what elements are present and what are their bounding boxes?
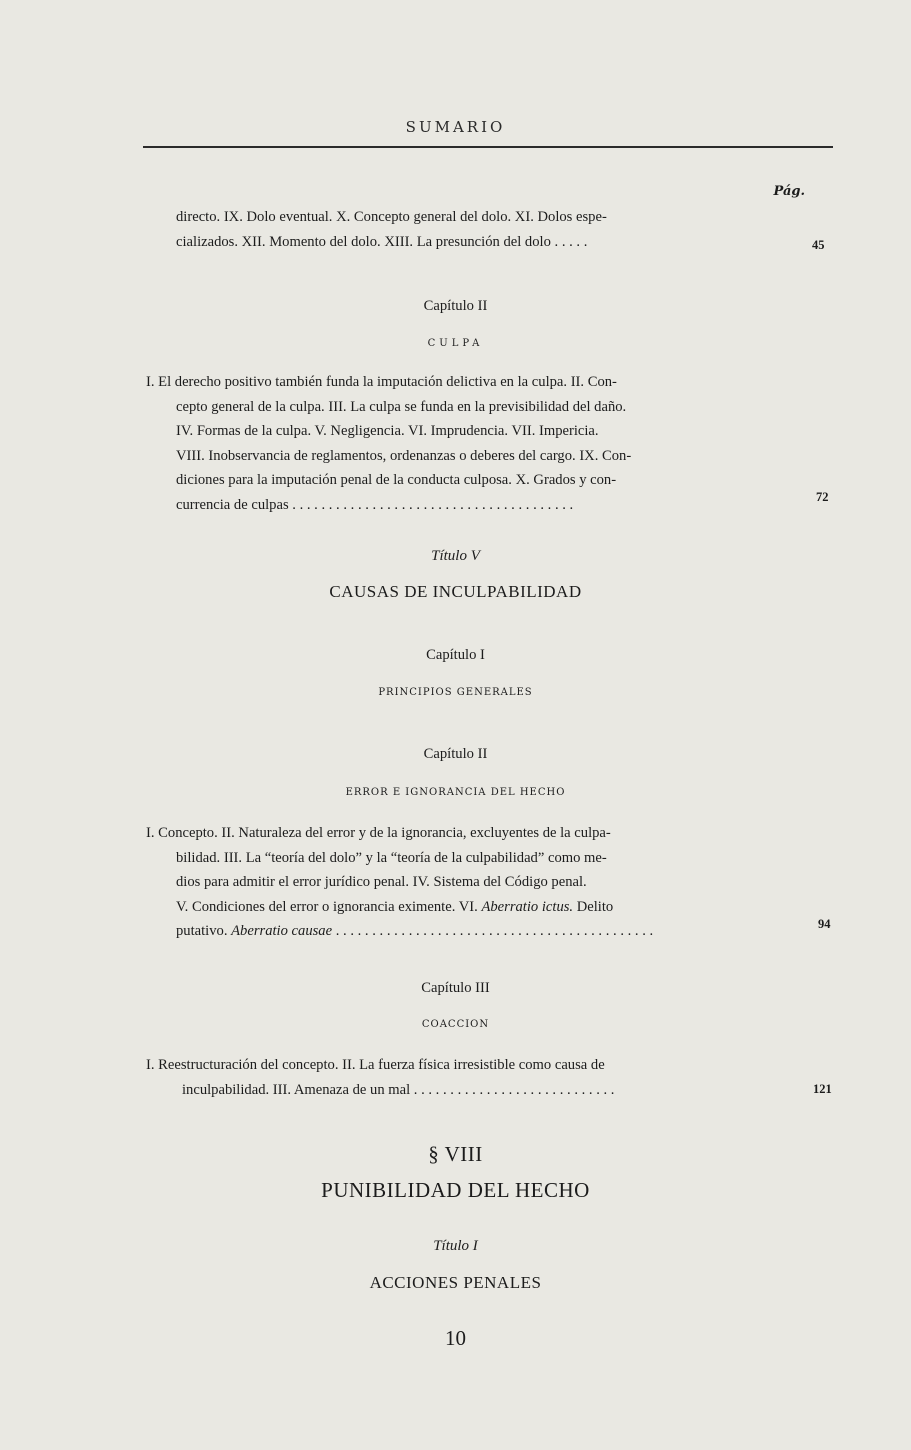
toc-text: putativo. — [176, 923, 228, 939]
toc-line: I. Concepto. II. Naturaleza del error y de la ignorancia, excluyentes de la culpa- — [146, 825, 611, 841]
toc-line: inculpabilidad. III. Amenaza de un mal . . . . . . . . . . . . . . . . . . . . . . . . . . . . — [182, 1081, 615, 1098]
section-title: PUNIBILIDAD DEL HECHO — [321, 1178, 590, 1202]
chapter-heading: Capítulo II — [423, 746, 488, 762]
chapter-heading: Capítulo I — [426, 647, 485, 663]
toc-line: bilidad. III. La “teoría del dolo” y la “teoría de la culpabilidad” como me- — [176, 849, 607, 866]
toc-line: IV. Formas de la culpa. V. Negligencia. VI. Imprudencia. VII. Impericia. — [176, 423, 599, 439]
toc-page-number: 121 — [813, 1082, 832, 1096]
titulo-label: Título V — [431, 548, 480, 564]
header-rule — [143, 146, 833, 148]
section-symbol: § VIII — [428, 1142, 483, 1166]
toc-italic-term: Aberratio ictus. — [481, 898, 574, 915]
toc-page-number: 94 — [818, 917, 831, 931]
page-number: 10 — [445, 1326, 466, 1350]
toc-line: I. Reestructuración del concepto. II. La fuerza física irresistible como causa de — [146, 1057, 605, 1073]
toc-line: diciones para la imputación penal de la conducta culposa. X. Grados y con- — [176, 472, 617, 488]
toc-text: V. Condiciones del error o ignorancia eximente. VI. — [176, 898, 478, 915]
toc-line: currencia de culpas . . . . . . . . . . . . . . . . . . . . . . . . . . . . . . . . . . . . . . . — [176, 496, 574, 513]
running-header: SUMARIO — [405, 118, 506, 136]
toc-entry-culpa — [146, 370, 791, 517]
toc-page-number: 72 — [816, 490, 829, 504]
chapter-heading: Capítulo III — [421, 980, 490, 996]
titulo-name: ACCIONES PENALES — [369, 1273, 542, 1292]
toc-entry-continuation — [176, 205, 786, 254]
chapter-heading: Capítulo II — [423, 298, 488, 314]
toc-page-number: 45 — [812, 238, 825, 252]
titulo-label: Título I — [433, 1238, 478, 1254]
toc-italic-term: Aberratio causae — [231, 923, 333, 939]
chapter-subtitle: PRINCIPIOS GENERALES — [378, 687, 533, 698]
titulo-name: CAUSAS DE INCULPABILIDAD — [329, 582, 582, 601]
toc-text: Delito — [576, 898, 614, 915]
toc-leader: . . . . . . . . . . . . . . . . . . . . . . . . . . . . . . . . . . . . . . . . . . . . — [335, 923, 654, 939]
toc-line: cializados. XII. Momento del dolo. XIII. La presunción del dolo . . . . . — [176, 233, 588, 250]
toc-entry-error — [146, 821, 794, 944]
toc-line: dios para admitir el error jurídico penal. IV. Sistema del Código penal. — [176, 874, 587, 890]
page-column-label: Pág. — [773, 184, 805, 199]
chapter-subtitle: COACCION — [421, 1019, 490, 1030]
chapter-subtitle: CULPA — [427, 338, 484, 349]
chapter-subtitle: ERROR E IGNORANCIA DEL HECHO — [345, 787, 566, 798]
toc-entry-coaccion — [146, 1053, 798, 1102]
toc-line: directo. IX. Dolo eventual. X. Concepto general del dolo. XI. Dolos espe- — [176, 209, 607, 225]
toc-line: VIII. Inobservancia de reglamentos, ordenanzas o deberes del cargo. IX. Con- — [176, 447, 632, 464]
toc-line: I. El derecho positivo también funda la imputación delictiva en la culpa. II. Con- — [146, 374, 617, 390]
toc-line: cepto general de la culpa. III. La culpa se funda en la previsibilidad del daño. — [176, 398, 627, 415]
